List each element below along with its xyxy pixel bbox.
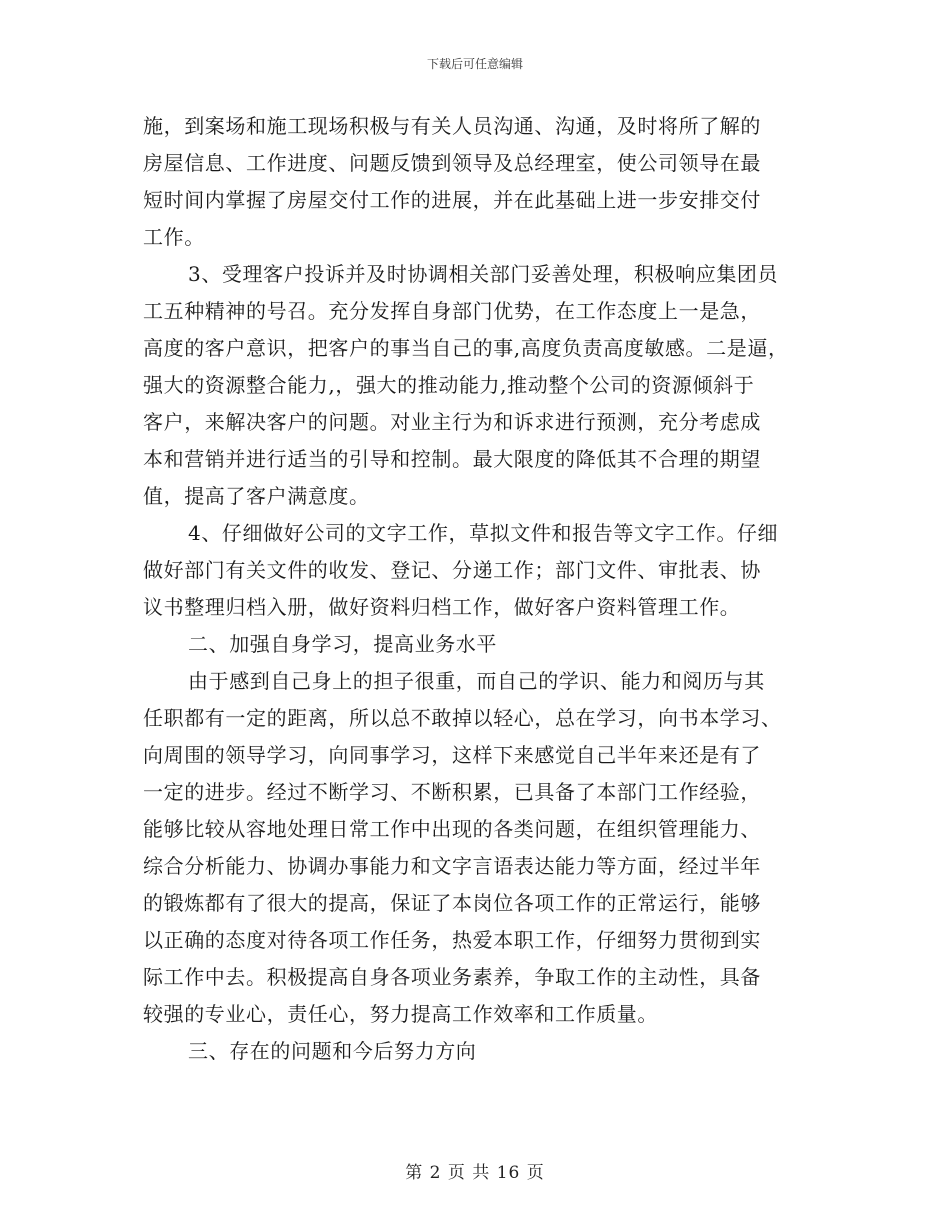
page-number-footer: 第 2 页 共 16 页 [405, 1163, 545, 1183]
text-line: 值，提高了客户满意度。 [143, 484, 370, 508]
paragraph-start-line: 4、仔细做好公司的文字工作，草拟文件和报告等文字工作。仔细 [188, 521, 779, 545]
page-header: 下载后可任意编辑 [426, 57, 523, 71]
text-line: 施，到案场和施工现场积极与有关人员沟通、沟通，及时将所了解的 [143, 114, 761, 138]
section-heading: 二、加强自身学习，提高业务水平 [188, 632, 497, 656]
text-line: 工作。 [143, 225, 205, 249]
text-line: 能够比较从容地处理日常工作中出现的各类问题，在组织管理能力、 [143, 817, 761, 841]
text-line: 强大的资源整合能力,，强大的推动能力,推动整个公司的资源倾斜于 [143, 373, 755, 397]
paragraph-start-line: 3、受理客户投诉并及时协调相关部门妥善处理，积极响应集团员 [188, 262, 779, 286]
text-line: 本和营销并进行适当的引导和控制。最大限度的降低其不合理的期望 [143, 447, 761, 471]
paragraph-start-line: 由于感到自己身上的担子很重，而自己的学识、能力和阅历与其 [188, 669, 765, 693]
document-body [143, 108, 813, 1070]
text-line: 工五种精神的号召。充分发挥自身部门优势，在工作态度上一是急， [143, 299, 761, 323]
section-heading: 三、存在的问题和今后努力方向 [188, 1039, 477, 1063]
text-line: 短时间内掌握了房屋交付工作的进展，并在此基础上进一步安排交付 [143, 188, 761, 212]
text-line: 以正确的态度对待各项工作任务，热爱本职工作，仔细努力贯彻到实 [143, 928, 761, 952]
text-line: 一定的进步。经过不断学习、不断积累，已具备了本部门工作经验， [143, 780, 761, 804]
text-line: 向周围的领导学习，向同事学习，这样下来感觉自己半年来还是有了 [143, 743, 761, 767]
text-line: 房屋信息、工作进度、问题反馈到领导及总经理室，使公司领导在最 [143, 151, 761, 175]
text-line: 际工作中去。积极提高自身各项业务素养，争取工作的主动性，具备 [143, 965, 761, 989]
text-line: 任职都有一定的距离，所以总不敢掉以轻心，总在学习，向书本学习、 [143, 706, 782, 730]
text-line: 做好部门有关文件的收发、登记、分递工作；部门文件、审批表、协 [143, 558, 761, 582]
text-line: 高度的客户意识，把客户的事当自己的事,高度负责高度敏感。二是逼， [143, 336, 789, 360]
text-line: 客户，来解决客户的问题。对业主行为和诉求进行预测，充分考虑成 [143, 410, 761, 434]
text-line: 较强的专业心，责任心，努力提高工作效率和工作质量。 [143, 1002, 658, 1026]
text-line: 的锻炼都有了很大的提高，保证了本岗位各项工作的正常运行，能够 [143, 891, 761, 915]
text-line: 议书整理归档入册，做好资料归档工作，做好客户资料管理工作。 [143, 595, 741, 619]
text-line: 综合分析能力、协调办事能力和文字言语表达能力等方面，经过半年 [143, 854, 761, 878]
